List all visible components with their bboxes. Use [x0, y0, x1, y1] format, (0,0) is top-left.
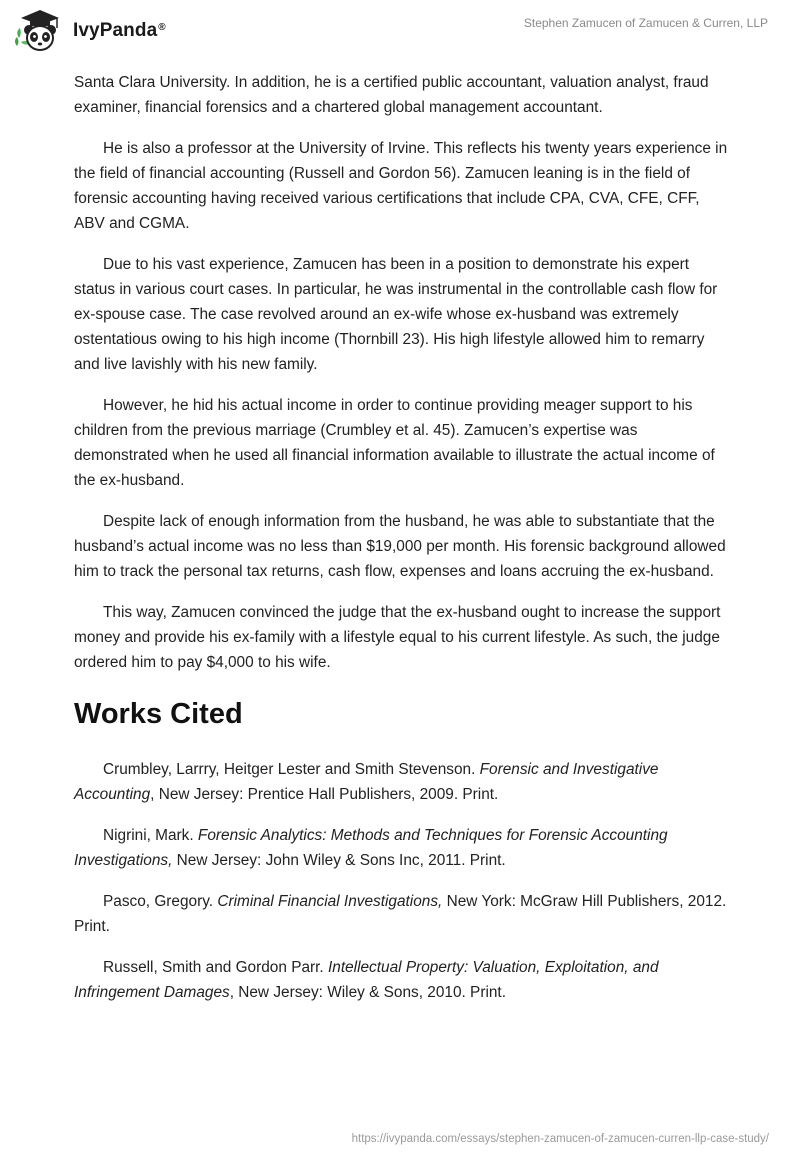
registered-mark: ®	[158, 22, 166, 33]
citation-entry	[74, 823, 730, 873]
paragraph: He is also a professor at the University of Irvine. This reflects his twenty years experience in the field of financial accounting (Russell and Gordon 56). Zamucen leaning is in the field of forensic accounting having received various certifications that include CPA, CVA, CFE, CFF, ABV and CGMA.	[74, 140, 728, 232]
brand-name: IvyPanda®	[73, 20, 166, 41]
citation-details: , New Jersey: Prentice Hall Publishers, 2009. Print.	[150, 786, 499, 803]
citation-details: , New Jersey: Wiley & Sons, 2010. Print.	[229, 984, 506, 1001]
paragraph: Santa Clara University. In addition, he is a certified public accountant, valuation analyst, fraud examiner, financial forensics and a chartered global management accountant.	[74, 74, 709, 116]
citation-details: New Jersey: John Wiley & Sons Inc, 2011. Print.	[172, 852, 506, 869]
works-cited-heading: Works Cited	[74, 698, 243, 730]
citation-title: Forensic and Investigative Accounting	[74, 761, 659, 803]
paragraph: This way, Zamucen convinced the judge that the ex-husband ought to increase the support money and provide his ex-family with a lifestyle equal to his current lifestyle. As such, the judge ordered him to pay $4,000 to his wife.	[74, 604, 721, 671]
citation-author: Russell, Smith and Gordon Parr.	[103, 959, 328, 976]
citation-author: Pasco, Gregory.	[103, 893, 218, 910]
citation-author: Crumbley, Larrry, Heitger Lester and Smith Stevenson.	[103, 761, 480, 778]
source-url-link[interactable]: https://ivypanda.com/essays/stephen-zamucen-of-zamucen-curren-llp-case-study/	[351, 1133, 769, 1145]
citation-title: Criminal Financial Investigations,	[217, 893, 443, 910]
page-header	[0, 0, 800, 60]
citation-entry	[74, 889, 730, 939]
panda-graduate-icon	[13, 8, 67, 54]
citation-title: Forensic Analytics: Methods and Techniques for Forensic Accounting Investigations,	[74, 827, 668, 869]
paragraph: Due to his vast experience, Zamucen has been in a position to demonstrate his expert status in various court cases. In particular, he was instrumental in the controllable cash flow for ex-spouse case. The case revolved around an ex-wife whose ex-husband was extremely ostentatious owing to his high income (Thornbill 23). His high lifestyle allowed him to remarry and live lavishly with his new family.	[74, 256, 718, 373]
citation-entry	[74, 955, 730, 1005]
ivypanda-logo[interactable]	[13, 8, 166, 54]
paragraph: However, he hid his actual income in order to continue providing meager support to his children from the previous marriage (Crumbley et al. 45). Zamucen’s expertise was demonstrated when he used all financial information available to illustrate the actual income of the ex-husband.	[74, 397, 715, 489]
essay-body	[74, 70, 730, 1021]
running-title: Stephen Zamucen of Zamucen & Curren, LLP	[523, 16, 768, 30]
citation-title: Intellectual Property: Valuation, Exploitation, and Infringement Damages	[74, 959, 659, 1001]
citation-author: Nigrini, Mark.	[103, 827, 198, 844]
citation-entry	[74, 757, 730, 807]
paragraph: Despite lack of enough information from the husband, he was able to substantiate that the husband’s actual income was no less than $19,000 per month. His forensic background allowed him to track the personal tax returns, cash flow, expenses and loans accruing the ex-husband.	[74, 513, 726, 580]
citation-details: New York: McGraw Hill Publishers, 2012. Print.	[74, 893, 727, 935]
